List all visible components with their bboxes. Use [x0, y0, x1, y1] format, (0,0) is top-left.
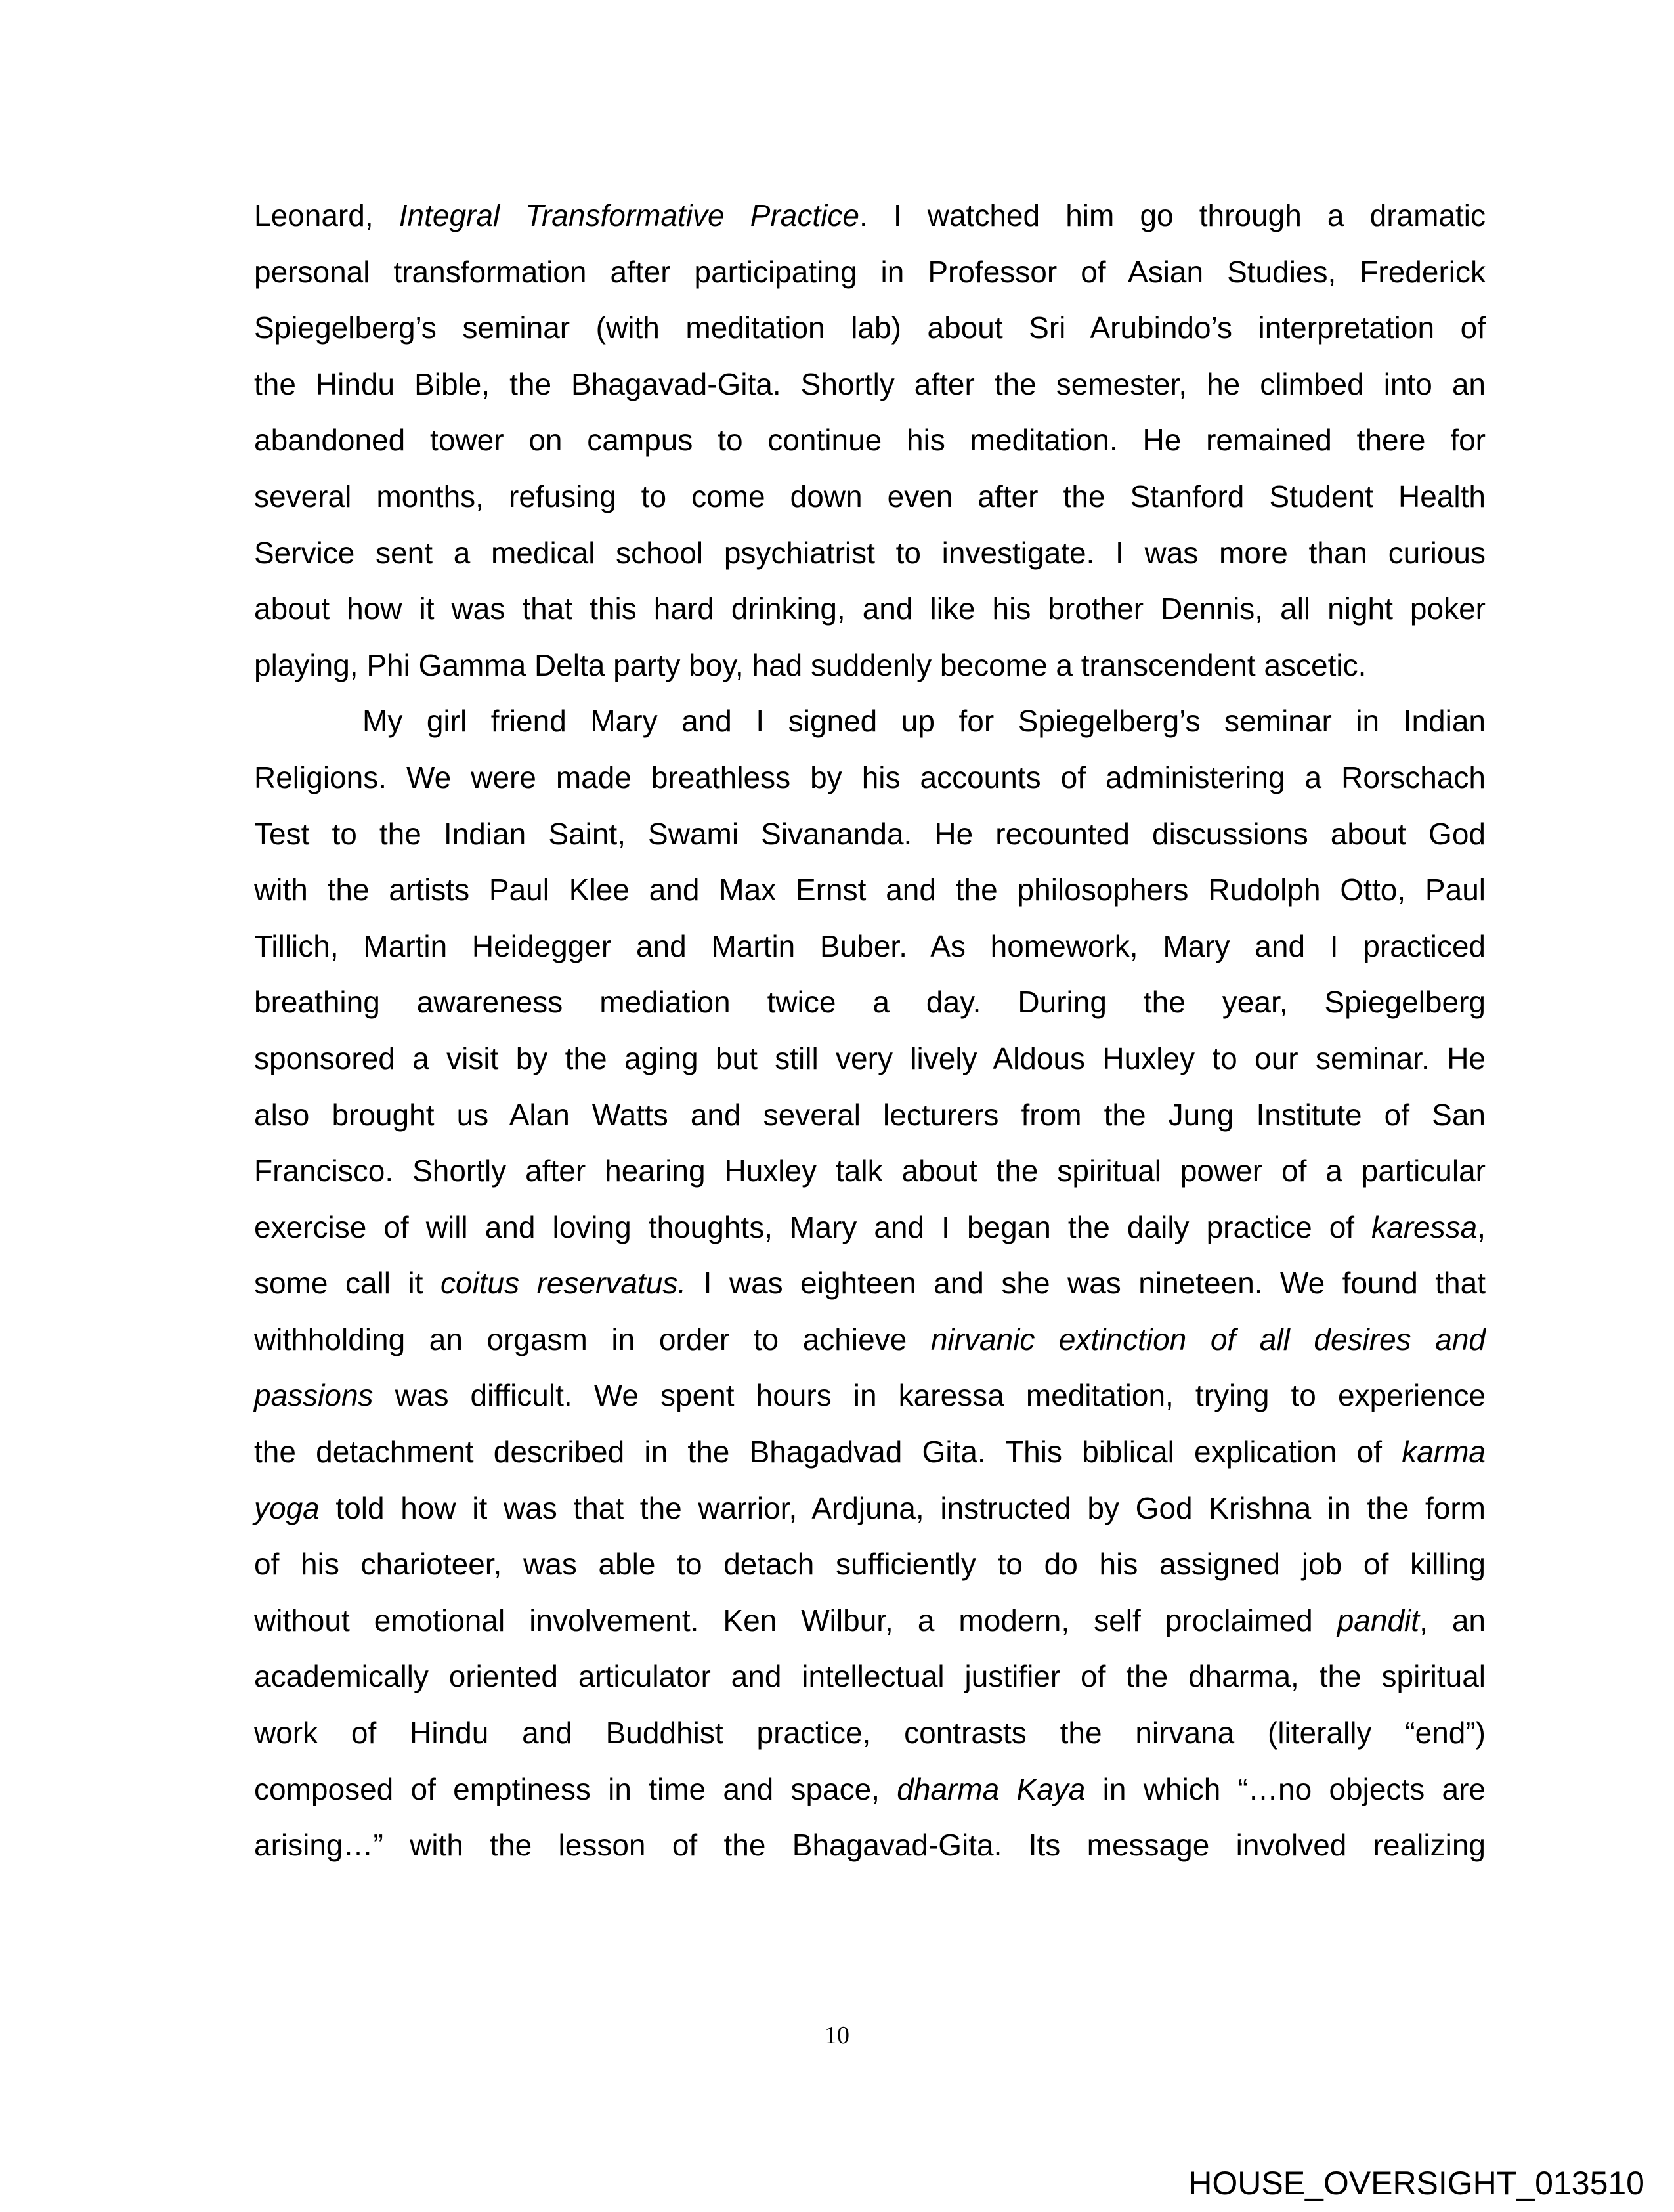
italic-text: karessa — [1371, 1209, 1478, 1244]
text-segment: some call it — [254, 1266, 440, 1301]
text-line — [254, 1649, 1486, 1705]
page-number: 10 — [825, 2022, 849, 2049]
text-segment: in which “…no objects are — [1085, 1771, 1486, 1806]
text-segment: the detachment described in the Bhagadvad Gita. This biblical explication of — [254, 1435, 1402, 1469]
italic-text: dharma Kaya — [897, 1771, 1086, 1806]
text-segment: work of Hindu and Buddhist practice, contrasts the nirvana (literally “end”) — [254, 1716, 1486, 1750]
text-line — [254, 974, 1486, 1031]
text-line — [254, 1593, 1486, 1649]
text-segment: exercise of will and loving thoughts, Mary and I began the daily practice of — [254, 1209, 1372, 1244]
text-segment: playing, Phi Gamma Delta party boy, had suddenly become a transcendent ascetic. — [254, 647, 1367, 682]
text-line — [254, 1087, 1486, 1144]
text-line — [254, 357, 1486, 413]
text-segment: sponsored a visit by the aging but still very lively Aldous Huxley to our seminar. He — [254, 1041, 1486, 1075]
text-line — [254, 244, 1486, 301]
bates-number: HOUSE_OVERSIGHT_013510 — [1188, 2165, 1644, 2201]
text-segment: composed of emptiness in time and space, — [254, 1771, 897, 1806]
text-line — [254, 188, 1486, 244]
text-line — [254, 1536, 1486, 1593]
text-line — [254, 638, 1486, 694]
text-line — [254, 581, 1486, 638]
text-segment: . I watched him go through a dramatic — [859, 198, 1486, 232]
text-line — [254, 1031, 1486, 1087]
text-segment: Test to the Indian Saint, Swami Sivananda. He recounted discussions about God — [254, 816, 1486, 851]
italic-text: passions — [254, 1378, 374, 1413]
text-segment: Service sent a medical school psychiatrist to investigate. I was more than curious — [254, 535, 1486, 570]
text-segment: My girl friend Mary and I signed up for Spiegelberg’s seminar in Indian — [362, 704, 1486, 739]
text-line — [254, 1817, 1486, 1874]
text-line — [254, 1312, 1486, 1368]
text-line — [254, 1200, 1486, 1256]
text-segment: I was eighteen and she was nineteen. We found that — [686, 1266, 1486, 1301]
text-line — [254, 469, 1486, 525]
text-segment: , — [1477, 1209, 1486, 1244]
text-segment: several months, refusing to come down even after the Stanford Student Health — [254, 479, 1486, 513]
text-line — [254, 806, 1486, 863]
text-segment: Francisco. Shortly after hearing Huxley talk about the spiritual power of a particular — [254, 1154, 1486, 1188]
text-segment: , an — [1419, 1603, 1486, 1637]
text-segment: of his charioteer, was able to detach sufficiently to do his assigned job of killing — [254, 1547, 1486, 1582]
text-line — [254, 1255, 1486, 1312]
body-text — [254, 188, 1486, 1874]
italic-text: yoga — [254, 1490, 320, 1525]
text-line — [254, 1143, 1486, 1200]
text-segment: Leonard, — [254, 198, 399, 232]
text-line — [254, 1368, 1486, 1424]
text-line — [254, 412, 1486, 469]
text-line — [254, 862, 1486, 919]
text-line — [254, 919, 1486, 975]
text-line — [254, 1481, 1486, 1537]
text-segment: Tillich, Martin Heidegger and Martin Buber. As homework, Mary and I practiced — [254, 928, 1486, 963]
text-segment: Religions. We were made breathless by his accounts of administering a Rorschach — [254, 760, 1486, 794]
text-line — [254, 1705, 1486, 1762]
text-segment: abandoned tower on campus to continue his meditation. He remained there for — [254, 423, 1486, 458]
text-line — [254, 525, 1486, 582]
italic-text: pandit — [1337, 1603, 1420, 1637]
text-line — [254, 1762, 1486, 1818]
text-segment: with the artists Paul Klee and Max Ernst and the philosophers Rudolph Otto, Paul — [254, 873, 1486, 907]
text-line — [254, 300, 1486, 357]
text-segment: Spiegelberg’s seminar (with meditation lab) about Sri Arubindo’s interpretation of — [254, 311, 1486, 345]
text-segment: also brought us Alan Watts and several lecturers from the Jung Institute of San — [254, 1097, 1486, 1132]
text-segment: about how it was that this hard drinking, and like his brother Dennis, all night poker — [254, 592, 1486, 626]
text-line — [254, 1424, 1486, 1481]
text-segment: was difficult. We spent hours in karessa meditation, trying to experience — [373, 1378, 1486, 1413]
text-line — [254, 750, 1486, 806]
text-segment: personal transformation after participating in Professor of Asian Studies, Frederick — [254, 254, 1486, 289]
text-segment: told how it was that the warrior, Ardjuna, instructed by God Krishna in the form — [319, 1490, 1486, 1525]
text-segment: breathing awareness mediation twice a day. During the year, Spiegelberg — [254, 985, 1486, 1020]
italic-text: nirvanic extinction of all desires and — [930, 1322, 1486, 1356]
italic-text: karma — [1402, 1435, 1486, 1469]
text-line — [254, 693, 1486, 750]
text-segment: the Hindu Bible, the Bhagavad-Gita. Shortly after the semester, he climbed into an — [254, 366, 1486, 401]
italic-text: coitus reservatus. — [440, 1266, 687, 1301]
text-segment: academically oriented articulator and intellectual justifier of the dharma, the spiritual — [254, 1659, 1486, 1694]
italic-text: Integral Transformative Practice — [398, 198, 859, 232]
text-segment: without emotional involvement. Ken Wilbur, a modern, self proclaimed — [254, 1603, 1337, 1637]
text-segment: arising…” with the lesson of the Bhagavad-Gita. Its message involved realizing — [254, 1828, 1486, 1863]
text-segment: withholding an orgasm in order to achieve — [254, 1322, 931, 1356]
